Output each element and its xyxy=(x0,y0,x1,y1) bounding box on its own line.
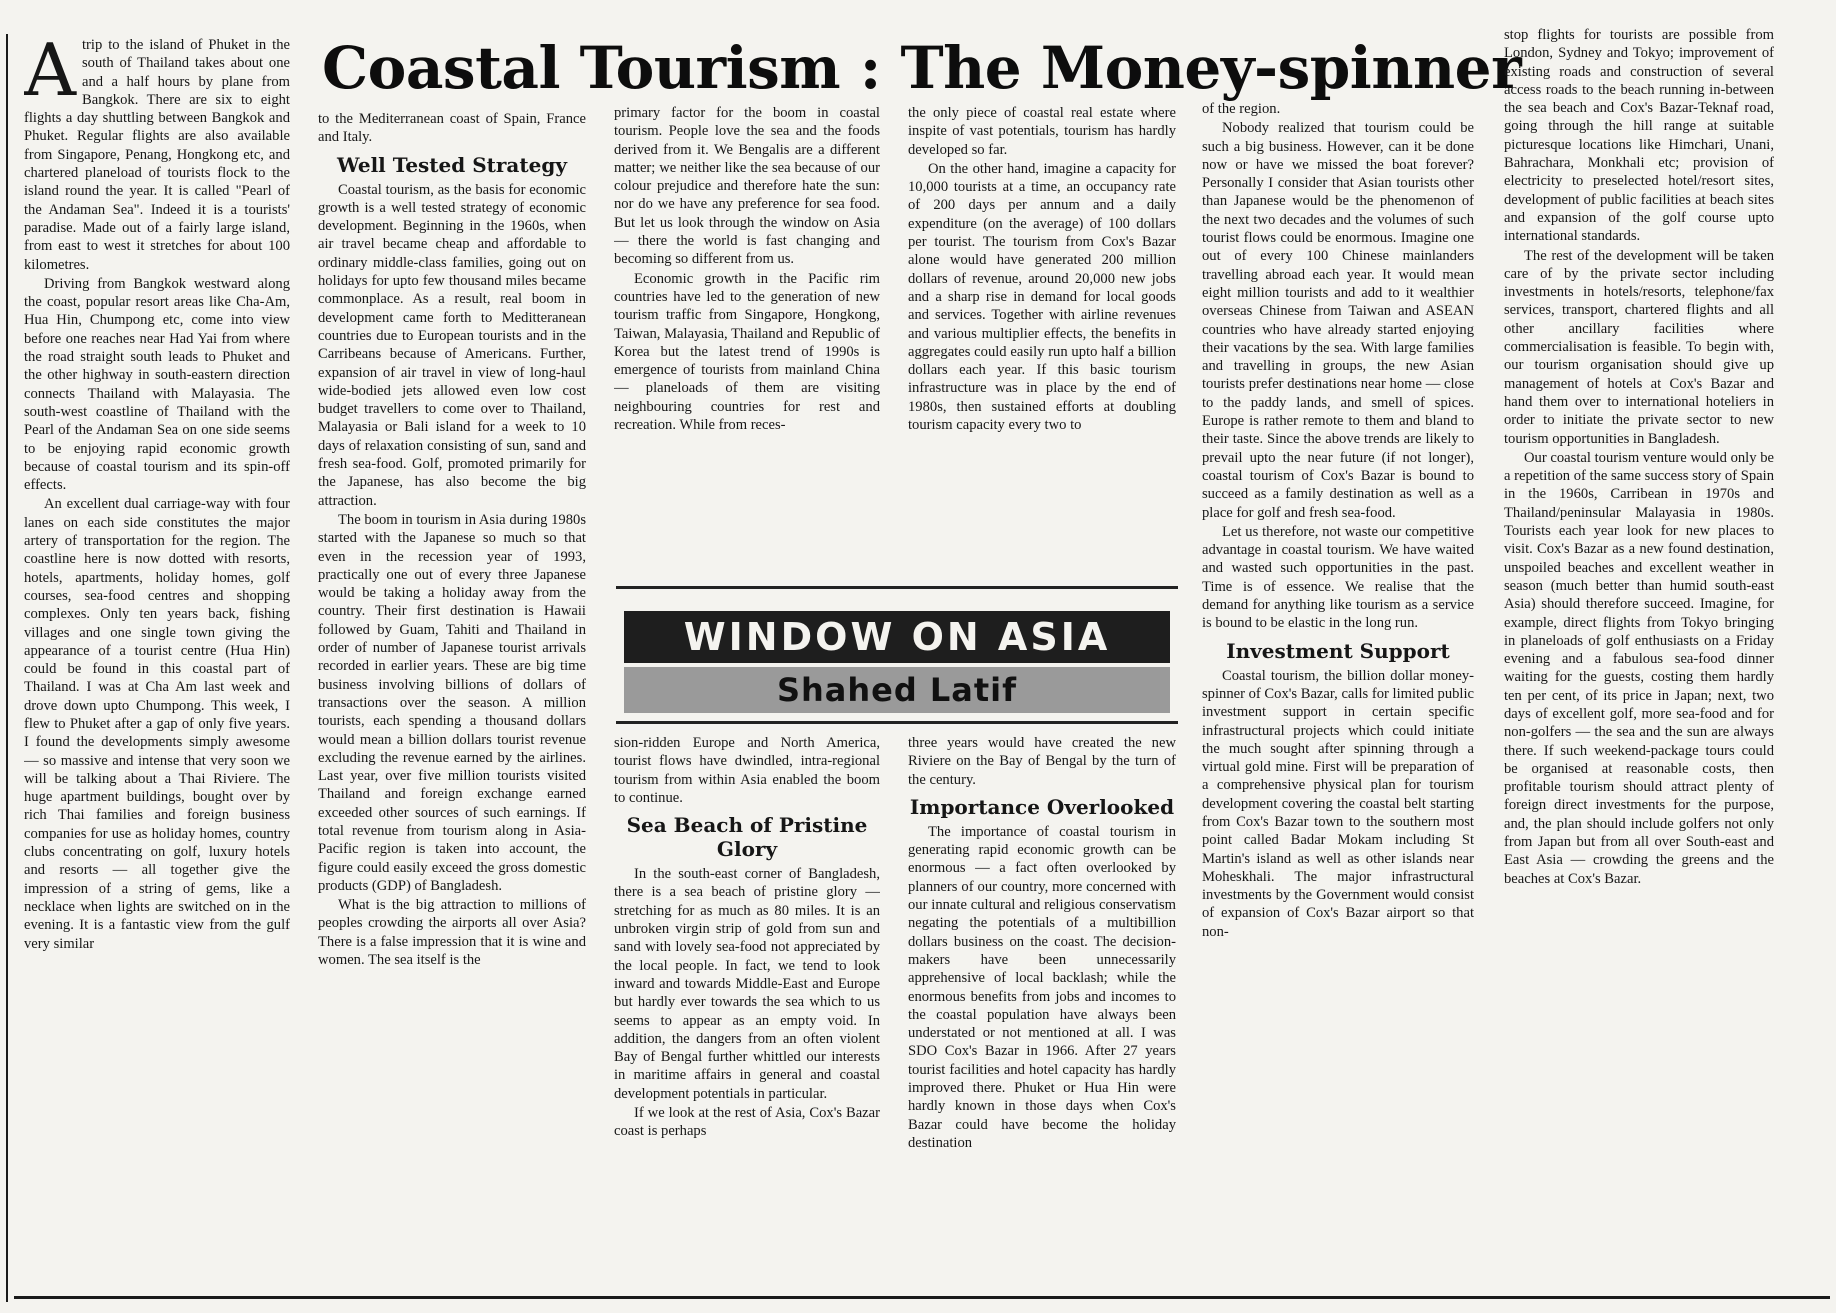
paragraph: three years would have created the new Riviere on the Bay of Bengal by the turn of the century. xyxy=(908,735,1176,788)
paragraph: The importance of coastal tourism in generating rapid economic growth can be enormous — a fact often overlooked by planners of our country, more concerned with our innate cultural and religious conservatism negating the potentials of a multibillion dollars business on the coast. The decision-makers have been unnecessarily apprehensive of local backlash; while the enormous benefits from jobs and incomes to the coastal population have always been understated or not mentioned at all. I was SDO Cox's Bazar in 1966. After 27 years tourist facilities and hotel capacity has hardly improved there. Phuket or Hua Hin were hardly known in those days when Cox's Bazar could have become the holiday destination xyxy=(908,823,1176,1151)
left-column-rule xyxy=(6,34,8,1302)
article-column-5 xyxy=(1202,100,1474,1298)
author-byline: Shahed Latif xyxy=(624,667,1170,713)
subheading: Importance Overlooked xyxy=(909,794,1175,819)
paragraph: Coastal tourism, the billion dollar money-spinner of Cox's Bazar, calls for limited public investment support in certain specific infrastructural projects which could initiate the much sought after spinning through a virtual gold mine. First will be preparation of a comprehensive physical plan for tourism development covering the coastal belt starting from Cox's Bazar town to the southern most point called Badar Mokam including St Martin's island as well as other islands near Moheskhali. The major infrastructural investments by the Government would consist of expansion of Cox's Bazar airport so that non- xyxy=(1202,667,1474,940)
paragraph: stop flights for tourists are possible from London, Sydney and Tokyo; improvement of existing roads and construction of several access roads to the beach running in-between the sea beach and Cox's Bazar-Teknaf road, going through the hill range at suitable picturesque locations like Himchari, Unani, Bahrachara, Monkhali etc; provision of electricity to preselected hotel/resort sites, development of public facilities at beach sites and expansion of the golf course upto international standards. xyxy=(1504,27,1774,245)
paragraph: An excellent dual carriage-way with four lanes on each side constitutes the major artery of transportation for the region. The coastline here is now dotted with resorts, hotels, apartments, holiday homes, golf courses, sea-food centres and shopping complexes. Only ten years back, fishing villages and one single town giving the appearance of a tourist centre (Hua Hin) could be found in this coastal part of Thailand. I was at Cha Am last week and drove down upto Chumpong. This week, I flew to Phuket after a gap of only five years. I found the developments simply awesome — so massive and intense that very soon we will be talking about a Thai Riviere. The huge apartment buildings, bought over by rich Thai families and foreign business companies for use as holiday homes, country clubs concentrating on golf, luxury hotels and resorts — all together give the impression of a string of gems, like a necklace when lights are switched on in the evening. It is a fantastic view from the gulf very similar xyxy=(24,496,290,952)
subheading: Investment Support xyxy=(1226,638,1450,663)
article-column-1 xyxy=(24,36,290,1298)
subheading: Sea Beach of Pristine Glory xyxy=(626,813,868,862)
paragraph: The boom in tourism in Asia during 1980s started with the Japanese so much so that even in the recession year of 1993, practically one out of every three Japanese would be taking a holiday away from the country. Their first destination is Hawaii followed by Guam, Tahiti and Thailand in order of number of Japanese tourist arrivals recorded in earlier years. These are big time business involving billions of dollars of transactions over the season. A million tourists, each spending a thousand dollars would mean a billion dollars tourist revenue excluding the revenue earned by the airlines. Last year, over five million tourists visited Thailand and foreign exchange earned exceeded other sources of such earnings. If total revenue from tourism along in Asia-Pacific region is taken into account, the figure could easily exceed the gross domestic products (GDP) of Bangladesh. xyxy=(318,511,586,894)
paragraph: primary factor for the boom in coastal tourism. People love the sea and the foods derived from it. We Bengalis are a different matter; we neither like the sea because of our colour prejudice and therefore hate the sun: nor do we have any preference for sea food. But let us look through the window on Asia — there the world is fast changing and becoming so different from us. xyxy=(614,105,880,268)
article-headline: Coastal Tourism : The Money-spinner xyxy=(322,34,1522,102)
paragraph: On the other hand, imagine a capacity for 10,000 tourists at a time, an occupancy rate of 200 days per annum and a daily expenditure (on the average) of 100 dollars per tourist. The tourism from Cox's Bazar alone would have generated 200 million dollars of revenue, around 20,000 new jobs and a sharp rise in demand for local goods and services. Together with airline revenues and various multiplier effects, the benefits in aggregates could easily run upto half a billion dollars each year. If this basic tourism infrastructure was in place by the end of 1980s, then sustained efforts at doubling tourism capacity every two to xyxy=(908,160,1176,434)
article-column-4-top xyxy=(908,104,1176,578)
paragraph: to the Mediterranean coast of Spain, France and Italy. xyxy=(318,111,586,146)
paragraph: In the south-east corner of Bangladesh, there is a sea beach of pristine glory — stretching for as much as 80 miles. It is an unbroken virgin strip of gold from sun and sand with lovely sea-food not appreciated by the local people. In fact, we tend to look inward and towards Middle-East and Europe but hardly ever towards the sea which to us seems to appear as an empty void. In addition, the dangers from an often violent Bay of Bengal further whittled our interests in maritime affairs in general and coastal development potentials in particular. xyxy=(614,866,880,1102)
paragraph: The rest of the development will be taken care of by the private sector including investments in hotels/resorts, telephone/fax services, transport, chartered flights and all other ancillary facilities where commercialisation is feasible. To begin with, our tourism organisation should give up management of hotels at Cox's Bazar and hand them over to international hoteliers in order to initiate the private sector to new tourism opportunities in Bangladesh. xyxy=(1504,247,1774,447)
paragraph: Driving from Bangkok westward along the coast, popular resort areas like Cha-Am, Hua Hin, Chumpong etc, come into view before one reaches near Had Yai from where the road straight south leads to Phuket and the other highway in south-eastern direction connects Thailand with Malayasia. The south-west coastline of Thailand with the Pearl of the Andaman Sea on one side seems to be enjoying rapid economic growth because of coastal tourism and its spin-off effects. xyxy=(24,275,290,494)
paragraph: Our coastal tourism venture would only be a repetition of the same success story of Spain in the 1960s, Carribean in 1970s and Thailand/peninsular Malayasia in 1980s. Tourists each year look for new places to visit. Cox's Bazar as a new found destination, unspoiled beaches and excellent weather in season (much better than humid south-east Asia) should therefore succeed. Imagine, for example, direct flights from Tokyo bringing in planeloads of golf enthusiasts on a Friday evening and a fabulous sea-food dinner waiting for the guests, costing them hardly ten per cent, of its price in Japan; next, two days of excellent golf, more sea-food and for non-golfers — the sea and the sun are always there. If such weekend-package tours could be organised at reasonable costs, then profitable tourism should attract plenty of foreign direct investments for the purpose, and, the plan should include golfers not only from Japan but from all over South-east and East Asia — crowding the greens and the beaches at Cox's Bazar. xyxy=(1504,449,1774,887)
paragraph: Coastal tourism, as the basis for economic growth is a well tested strategy of economic development. Beginning in the 1960s, when air travel became cheap and affordable to ordinary middle-class families, going out on holidays for upto few thousand miles became commonplace. As a result, real boom in development came forth to Meditteranean countries due to European tourists and in the Carribeans because of Americans. Further, expansion of air travel in view of long-haul wide-bodied jets allowed even low cost budget travellers to come over to Thailand, Malayasia or Bali island for a week to 10 days of relaxation consisting of sun, sand and fresh sea-food. Golf, promoted primarily for the Japanese, has also become the big attraction. xyxy=(318,181,586,509)
article-column-4-bottom xyxy=(908,734,1176,1298)
article-column-2 xyxy=(318,110,586,1298)
paragraph: If we look at the rest of Asia, Cox's Bazar coast is perhaps xyxy=(614,1105,880,1140)
paragraph: the only piece of coastal real estate where inspite of vast potentials, tourism has hardly developed so far. xyxy=(908,105,1176,158)
subheading: Well Tested Strategy xyxy=(337,152,567,177)
paragraph: sion-ridden Europe and North America, tourist flows have dwindled, intra-regional tourism from within Asia enabled the boom to continue. xyxy=(614,735,880,806)
column-banner-box xyxy=(616,586,1178,724)
article-column-6 xyxy=(1504,26,1774,1298)
paragraph: What is the big attraction to millions of peoples crowding the airports all over Asia? There is a false impression that it is wine and women. The sea itself is the xyxy=(318,897,586,969)
column-banner-title: WINDOW ON ASIA xyxy=(624,611,1170,663)
paragraph: Atrip to the island of Phuket in the south of Thailand takes about one and a half hours by plane from Bangkok. There are six to eight flights a day shuttling between Bangkok and Phuket. Regular flights are also available from Singapore, Penang, Hongkong etc, and chartered planeload of tourists flock to the island round the year. It is called "Pearl of the Andaman Sea". Indeed it is a tourists' paradise. Made out of a fairly large island, from east to west it stretches for about 100 kilometres. xyxy=(24,36,290,273)
paragraph: Economic growth in the Pacific rim countries have led to the generation of new tourism traffic from Singapore, Hongkong, Taiwan, Malayasia, Thailand and Republic of Korea but the latest trend of 1990s is emergence of tourists from mainland China — planeloads of them are visiting neighbouring countries for rest and recreation. While from reces- xyxy=(614,270,880,434)
article-column-3-bottom xyxy=(614,734,880,1298)
bottom-page-rule xyxy=(14,1296,1830,1299)
article-column-3-top xyxy=(614,104,880,578)
paragraph: of the region. xyxy=(1202,101,1281,117)
paragraph: Let us therefore, not waste our competitive advantage in coastal tourism. We have waited and wasted such opportunities in the past. Time is of essence. We realise that the demand for anything like tourism as a service is bound to be elastic in the long run. xyxy=(1202,523,1474,632)
dropcap: A xyxy=(24,36,76,112)
paragraph: Nobody realized that tourism could be such a big business. However, can it be done now or have we missed the boat forever? Personally I consider that Asian tourists other than Japanese would be the phenomenon of the next two decades and the volumes of such tourist flows could be enormous. Imagine one out of every 100 Chinese mainlanders travelling abroad each year. It would mean eight million tourists and add to it wealthier overseas Chinese from Taiwan and ASEAN countries who have already started enjoying their vacations by the sea. With large families and travelling in groups, the new Asian tourists prefer destinations near home — close to the paddy lands, and smell of spices. Europe is rather remote to them and bland to their taste. Since the above trends are likely to prevail upto the near future (if not longer), coastal tourism of Cox's Bazar is bound to succeed as a family destination as well as a place for golf and fresh sea-food. xyxy=(1202,120,1474,521)
